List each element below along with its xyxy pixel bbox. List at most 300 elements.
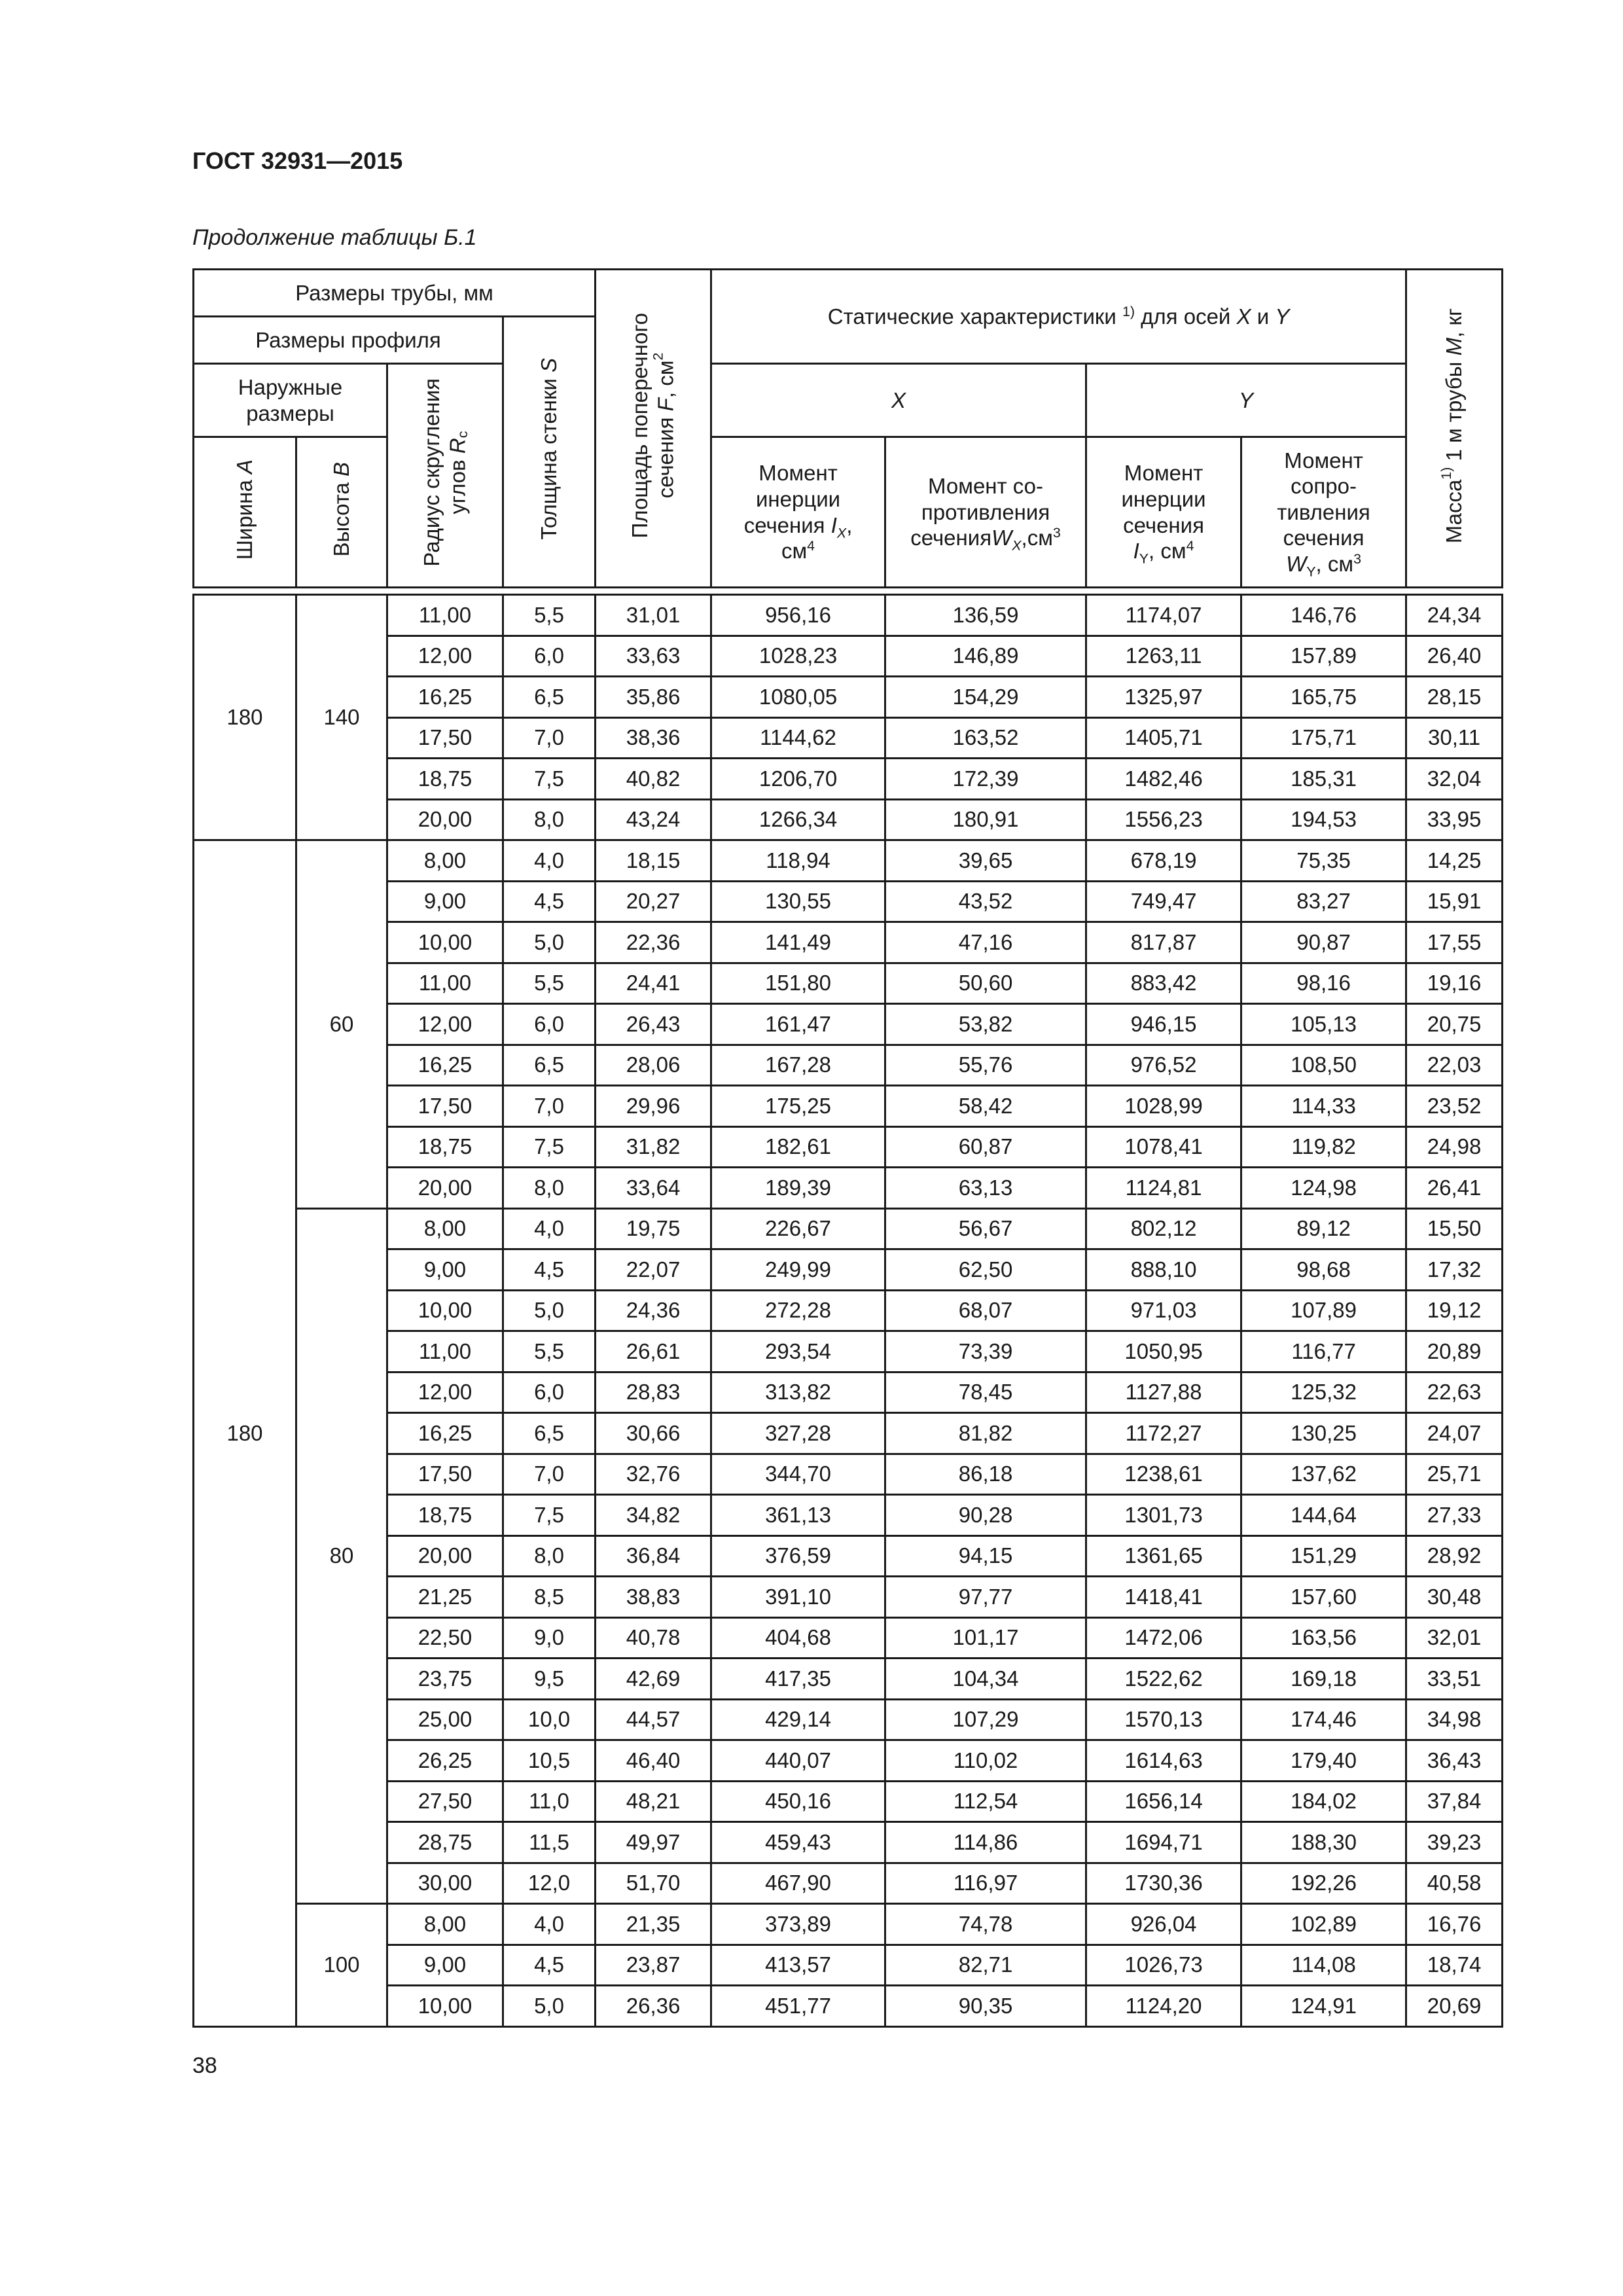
table-row bbox=[194, 1577, 1503, 1618]
cell-inertia-y: 1124,81 bbox=[1086, 1168, 1241, 1209]
header-outer-sizes: Наружные размеры bbox=[194, 364, 387, 437]
table-row bbox=[194, 1986, 1503, 2027]
cell-mass: 28,92 bbox=[1406, 1535, 1503, 1577]
cell-radius: 12,00 bbox=[387, 1004, 503, 1045]
cell-resistance-y: 130,25 bbox=[1241, 1413, 1406, 1454]
header-height: Высота B bbox=[296, 437, 387, 588]
cell-mass: 15,50 bbox=[1406, 1208, 1503, 1249]
cell-resistance-x: 58,42 bbox=[885, 1086, 1086, 1127]
cell-resistance-y: 137,62 bbox=[1241, 1454, 1406, 1495]
cell-mass: 24,34 bbox=[1406, 595, 1503, 636]
cell-area: 51,70 bbox=[596, 1863, 711, 1904]
table-row bbox=[194, 1617, 1503, 1659]
cell-wall: 8,0 bbox=[503, 1168, 596, 1209]
header-axis-x: X bbox=[711, 364, 1086, 437]
cell-mass: 33,95 bbox=[1406, 799, 1503, 840]
cell-inertia-y: 888,10 bbox=[1086, 1249, 1241, 1291]
cell-resistance-y: 157,89 bbox=[1241, 636, 1406, 677]
table-row bbox=[194, 1290, 1503, 1331]
cell-radius: 11,00 bbox=[387, 963, 503, 1004]
cell-inertia-x: 450,16 bbox=[711, 1781, 885, 1822]
cell-inertia-y: 1050,95 bbox=[1086, 1331, 1241, 1372]
cell-area: 40,78 bbox=[596, 1617, 711, 1659]
cell-resistance-y: 184,02 bbox=[1241, 1781, 1406, 1822]
cell-mass: 25,71 bbox=[1406, 1454, 1503, 1495]
header-separator bbox=[194, 588, 1503, 595]
cell-resistance-y: 179,40 bbox=[1241, 1740, 1406, 1782]
cell-area: 20,27 bbox=[596, 881, 711, 922]
cell-radius: 11,00 bbox=[387, 1331, 503, 1372]
cell-wall: 5,0 bbox=[503, 1986, 596, 2027]
cell-resistance-y: 102,89 bbox=[1241, 1904, 1406, 1945]
cell-area: 44,57 bbox=[596, 1699, 711, 1740]
cell-resistance-y: 174,46 bbox=[1241, 1699, 1406, 1740]
cell-wall: 11,0 bbox=[503, 1781, 596, 1822]
cell-radius: 30,00 bbox=[387, 1863, 503, 1904]
cell-inertia-y: 1127,88 bbox=[1086, 1372, 1241, 1413]
cell-area: 38,83 bbox=[596, 1577, 711, 1618]
table-row bbox=[194, 1740, 1503, 1782]
table-row bbox=[194, 881, 1503, 922]
table-row bbox=[194, 1659, 1503, 1700]
cell-mass: 19,16 bbox=[1406, 963, 1503, 1004]
cell-mass: 40,58 bbox=[1406, 1863, 1503, 1904]
cell-resistance-y: 165,75 bbox=[1241, 677, 1406, 718]
cell-resistance-x: 110,02 bbox=[885, 1740, 1086, 1782]
cell-radius: 20,00 bbox=[387, 799, 503, 840]
cell-inertia-x: 130,55 bbox=[711, 881, 885, 922]
cell-inertia-x: 467,90 bbox=[711, 1863, 885, 1904]
cell-resistance-x: 86,18 bbox=[885, 1454, 1086, 1495]
header-corner-radius: Радиус скругления углов $R_c$ bbox=[387, 364, 503, 588]
cell-resistance-x: 60,87 bbox=[885, 1126, 1086, 1168]
cell-radius: 8,00 bbox=[387, 1208, 503, 1249]
cell-resistance-x: 116,97 bbox=[885, 1863, 1086, 1904]
cell-resistance-x: 114,86 bbox=[885, 1822, 1086, 1863]
cell-radius: 11,00 bbox=[387, 595, 503, 636]
table-row bbox=[194, 1863, 1503, 1904]
cell-mass: 14,25 bbox=[1406, 840, 1503, 882]
cell-mass: 24,07 bbox=[1406, 1413, 1503, 1454]
cell-radius: 8,00 bbox=[387, 1904, 503, 1945]
cell-height: 100 bbox=[296, 1904, 387, 2027]
cell-mass: 20,75 bbox=[1406, 1004, 1503, 1045]
cell-mass: 23,52 bbox=[1406, 1086, 1503, 1127]
cell-resistance-y: 151,29 bbox=[1241, 1535, 1406, 1577]
cell-mass: 17,32 bbox=[1406, 1249, 1503, 1291]
cell-inertia-x: 413,57 bbox=[711, 1945, 885, 1986]
cell-radius: 18,75 bbox=[387, 759, 503, 800]
cell-resistance-x: 180,91 bbox=[885, 799, 1086, 840]
cell-radius: 16,25 bbox=[387, 677, 503, 718]
cell-resistance-y: 175,71 bbox=[1241, 717, 1406, 759]
cell-radius: 26,25 bbox=[387, 1740, 503, 1782]
cell-radius: 9,00 bbox=[387, 1945, 503, 1986]
cell-area: 33,63 bbox=[596, 636, 711, 677]
table-row bbox=[194, 1413, 1503, 1454]
cell-width: 180 bbox=[194, 595, 296, 840]
cell-mass: 37,84 bbox=[1406, 1781, 1503, 1822]
cell-resistance-y: 116,77 bbox=[1241, 1331, 1406, 1372]
cell-wall: 10,5 bbox=[503, 1740, 596, 1782]
cell-mass: 26,40 bbox=[1406, 636, 1503, 677]
cell-resistance-x: 154,29 bbox=[885, 677, 1086, 718]
cell-wall: 8,0 bbox=[503, 1535, 596, 1577]
cell-inertia-y: 1325,97 bbox=[1086, 677, 1241, 718]
cell-area: 28,06 bbox=[596, 1045, 711, 1086]
cell-wall: 9,0 bbox=[503, 1617, 596, 1659]
cell-inertia-y: 802,12 bbox=[1086, 1208, 1241, 1249]
table-row bbox=[194, 595, 1503, 636]
cell-resistance-x: 146,89 bbox=[885, 636, 1086, 677]
cell-area: 46,40 bbox=[596, 1740, 711, 1782]
table-row bbox=[194, 1945, 1503, 1986]
cell-resistance-y: 163,56 bbox=[1241, 1617, 1406, 1659]
table-row bbox=[194, 1331, 1503, 1372]
cell-wall: 7,5 bbox=[503, 759, 596, 800]
document-code: ГОСТ 32931—2015 bbox=[192, 147, 403, 174]
cell-inertia-y: 1418,41 bbox=[1086, 1577, 1241, 1618]
cell-inertia-x: 440,07 bbox=[711, 1740, 885, 1782]
cell-wall: 4,5 bbox=[503, 881, 596, 922]
table-row bbox=[194, 1454, 1503, 1495]
table-continuation-caption: Продолжение таблицы Б.1 bbox=[192, 225, 477, 250]
cell-wall: 4,0 bbox=[503, 1904, 596, 1945]
header-static-characteristics: Статические характеристики $^{1)}$ для осей X и Y bbox=[711, 270, 1406, 364]
cell-mass: 32,04 bbox=[1406, 759, 1503, 800]
cell-mass: 30,11 bbox=[1406, 717, 1503, 759]
cell-mass: 16,76 bbox=[1406, 1904, 1503, 1945]
cell-area: 42,69 bbox=[596, 1659, 711, 1700]
cell-resistance-x: 55,76 bbox=[885, 1045, 1086, 1086]
cell-resistance-x: 62,50 bbox=[885, 1249, 1086, 1291]
cell-resistance-x: 112,54 bbox=[885, 1781, 1086, 1822]
cell-radius: 12,00 bbox=[387, 636, 503, 677]
cell-resistance-y: 192,26 bbox=[1241, 1863, 1406, 1904]
cell-resistance-y: 157,60 bbox=[1241, 1577, 1406, 1618]
cell-inertia-x: 327,28 bbox=[711, 1413, 885, 1454]
cell-wall: 5,0 bbox=[503, 1290, 596, 1331]
cell-resistance-y: 194,53 bbox=[1241, 799, 1406, 840]
header-wall-thickness: Толщина стенки S bbox=[503, 317, 596, 588]
cell-area: 35,86 bbox=[596, 677, 711, 718]
cell-area: 36,84 bbox=[596, 1535, 711, 1577]
cell-radius: 22,50 bbox=[387, 1617, 503, 1659]
header-width: Ширина A bbox=[194, 437, 296, 588]
cell-radius: 9,00 bbox=[387, 1249, 503, 1291]
cell-height: 140 bbox=[296, 595, 387, 840]
table-row bbox=[194, 1495, 1503, 1536]
cell-mass: 27,33 bbox=[1406, 1495, 1503, 1536]
cell-inertia-y: 1026,73 bbox=[1086, 1945, 1241, 1986]
table-row bbox=[194, 1781, 1503, 1822]
table-row bbox=[194, 1535, 1503, 1577]
cell-resistance-y: 114,33 bbox=[1241, 1086, 1406, 1127]
cell-height: 60 bbox=[296, 840, 387, 1209]
cell-radius: 16,25 bbox=[387, 1045, 503, 1086]
cell-radius: 21,25 bbox=[387, 1577, 503, 1618]
cell-resistance-y: 75,35 bbox=[1241, 840, 1406, 882]
cell-mass: 18,74 bbox=[1406, 1945, 1503, 1986]
cell-radius: 25,00 bbox=[387, 1699, 503, 1740]
cell-resistance-x: 56,67 bbox=[885, 1208, 1086, 1249]
table-row bbox=[194, 1126, 1503, 1168]
table-row bbox=[194, 1372, 1503, 1413]
cell-inertia-x: 344,70 bbox=[711, 1454, 885, 1495]
table-row bbox=[194, 922, 1503, 963]
cell-mass: 17,55 bbox=[1406, 922, 1503, 963]
cell-inertia-y: 1556,23 bbox=[1086, 799, 1241, 840]
cell-resistance-x: 163,52 bbox=[885, 717, 1086, 759]
cell-inertia-x: 1080,05 bbox=[711, 677, 885, 718]
cell-area: 24,41 bbox=[596, 963, 711, 1004]
cell-wall: 6,0 bbox=[503, 1004, 596, 1045]
cell-area: 49,97 bbox=[596, 1822, 711, 1863]
cell-area: 26,43 bbox=[596, 1004, 711, 1045]
table-row bbox=[194, 1168, 1503, 1209]
cell-wall: 6,5 bbox=[503, 1045, 596, 1086]
cell-area: 31,01 bbox=[596, 595, 711, 636]
cell-resistance-x: 81,82 bbox=[885, 1413, 1086, 1454]
cell-wall: 6,5 bbox=[503, 1413, 596, 1454]
cell-mass: 32,01 bbox=[1406, 1617, 1503, 1659]
cell-inertia-y: 1730,36 bbox=[1086, 1863, 1241, 1904]
cell-inertia-x: 226,67 bbox=[711, 1208, 885, 1249]
cell-inertia-x: 429,14 bbox=[711, 1699, 885, 1740]
cell-wall: 8,5 bbox=[503, 1577, 596, 1618]
cell-radius: 8,00 bbox=[387, 840, 503, 882]
table-row bbox=[194, 1699, 1503, 1740]
header-axis-y: Y bbox=[1086, 364, 1406, 437]
cell-resistance-x: 136,59 bbox=[885, 595, 1086, 636]
cell-inertia-x: 151,80 bbox=[711, 963, 885, 1004]
cell-radius: 9,00 bbox=[387, 881, 503, 922]
cell-inertia-y: 1482,46 bbox=[1086, 759, 1241, 800]
cell-resistance-x: 104,34 bbox=[885, 1659, 1086, 1700]
cell-inertia-y: 1124,20 bbox=[1086, 1986, 1241, 2027]
cell-radius: 27,50 bbox=[387, 1781, 503, 1822]
header-resistance-x: Момент со- противления $сеченияW_X,см^3$ bbox=[885, 437, 1086, 588]
cell-resistance-x: 97,77 bbox=[885, 1577, 1086, 1618]
cell-inertia-x: 459,43 bbox=[711, 1822, 885, 1863]
header-pipe-sizes: Размеры трубы, мм bbox=[194, 270, 596, 317]
cell-inertia-x: 361,13 bbox=[711, 1495, 885, 1536]
cell-resistance-y: 90,87 bbox=[1241, 922, 1406, 963]
header-resistance-y: Момент сопро- тивления сечения $W_Y$, $см^3$ bbox=[1241, 437, 1406, 588]
cell-area: 34,82 bbox=[596, 1495, 711, 1536]
cell-inertia-y: 926,04 bbox=[1086, 1904, 1241, 1945]
cell-radius: 12,00 bbox=[387, 1372, 503, 1413]
table-body bbox=[194, 595, 1503, 2027]
cell-area: 38,36 bbox=[596, 717, 711, 759]
cell-resistance-x: 39,65 bbox=[885, 840, 1086, 882]
cell-resistance-y: 144,64 bbox=[1241, 1495, 1406, 1536]
cell-inertia-x: 118,94 bbox=[711, 840, 885, 882]
cell-wall: 6,5 bbox=[503, 677, 596, 718]
cell-mass: 36,43 bbox=[1406, 1740, 1503, 1782]
cell-inertia-y: 678,19 bbox=[1086, 840, 1241, 882]
cell-radius: 18,75 bbox=[387, 1495, 503, 1536]
cell-area: 18,15 bbox=[596, 840, 711, 882]
cell-resistance-y: 105,13 bbox=[1241, 1004, 1406, 1045]
cell-area: 29,96 bbox=[596, 1086, 711, 1127]
cell-resistance-y: 98,16 bbox=[1241, 963, 1406, 1004]
cell-radius: 18,75 bbox=[387, 1126, 503, 1168]
cell-wall: 7,0 bbox=[503, 1086, 596, 1127]
cell-resistance-x: 43,52 bbox=[885, 881, 1086, 922]
cell-inertia-y: 1405,71 bbox=[1086, 717, 1241, 759]
cell-wall: 7,0 bbox=[503, 1454, 596, 1495]
cell-inertia-y: 1522,62 bbox=[1086, 1659, 1241, 1700]
cell-wall: 5,5 bbox=[503, 595, 596, 636]
cell-wall: 4,5 bbox=[503, 1945, 596, 1986]
cell-resistance-y: 98,68 bbox=[1241, 1249, 1406, 1291]
cell-inertia-y: 1172,27 bbox=[1086, 1413, 1241, 1454]
cell-area: 23,87 bbox=[596, 1945, 711, 1986]
cell-inertia-y: 1263,11 bbox=[1086, 636, 1241, 677]
table-row bbox=[194, 1904, 1503, 1945]
cell-area: 40,82 bbox=[596, 759, 711, 800]
cell-inertia-y: 749,47 bbox=[1086, 881, 1241, 922]
cell-inertia-y: 1174,07 bbox=[1086, 595, 1241, 636]
cell-width: 180 bbox=[194, 840, 296, 2027]
cell-mass: 30,48 bbox=[1406, 1577, 1503, 1618]
cell-resistance-y: 185,31 bbox=[1241, 759, 1406, 800]
cell-inertia-x: 391,10 bbox=[711, 1577, 885, 1618]
cell-resistance-y: 107,89 bbox=[1241, 1290, 1406, 1331]
cell-wall: 7,5 bbox=[503, 1495, 596, 1536]
cell-wall: 5,0 bbox=[503, 922, 596, 963]
cell-resistance-y: 89,12 bbox=[1241, 1208, 1406, 1249]
cell-inertia-x: 956,16 bbox=[711, 595, 885, 636]
cell-area: 22,36 bbox=[596, 922, 711, 963]
cell-resistance-x: 78,45 bbox=[885, 1372, 1086, 1413]
cell-inertia-y: 1656,14 bbox=[1086, 1781, 1241, 1822]
table-row bbox=[194, 963, 1503, 1004]
cell-resistance-x: 107,29 bbox=[885, 1699, 1086, 1740]
header-inertia-x: Момент инерции сечения $I_X$, $см^4$ bbox=[711, 437, 885, 588]
cell-resistance-x: 47,16 bbox=[885, 922, 1086, 963]
cell-radius: 20,00 bbox=[387, 1168, 503, 1209]
cell-resistance-x: 101,17 bbox=[885, 1617, 1086, 1659]
cell-inertia-x: 376,59 bbox=[711, 1535, 885, 1577]
cell-inertia-y: 946,15 bbox=[1086, 1004, 1241, 1045]
cell-area: 48,21 bbox=[596, 1781, 711, 1822]
cell-inertia-y: 883,42 bbox=[1086, 963, 1241, 1004]
cell-inertia-x: 141,49 bbox=[711, 922, 885, 963]
cell-inertia-y: 971,03 bbox=[1086, 1290, 1241, 1331]
cell-inertia-y: 1078,41 bbox=[1086, 1126, 1241, 1168]
page-number: 38 bbox=[192, 2053, 217, 2078]
table-row bbox=[194, 1822, 1503, 1863]
cell-radius: 17,50 bbox=[387, 1454, 503, 1495]
cell-mass: 22,03 bbox=[1406, 1045, 1503, 1086]
cell-wall: 4,0 bbox=[503, 840, 596, 882]
table-row bbox=[194, 1004, 1503, 1045]
cell-inertia-y: 1614,63 bbox=[1086, 1740, 1241, 1782]
cell-inertia-y: 1361,65 bbox=[1086, 1535, 1241, 1577]
cell-area: 19,75 bbox=[596, 1208, 711, 1249]
table-row bbox=[194, 636, 1503, 677]
cell-area: 22,07 bbox=[596, 1249, 711, 1291]
cell-wall: 7,0 bbox=[503, 717, 596, 759]
cell-resistance-x: 74,78 bbox=[885, 1904, 1086, 1945]
cell-radius: 16,25 bbox=[387, 1413, 503, 1454]
cell-area: 26,36 bbox=[596, 1986, 711, 2027]
cell-inertia-x: 167,28 bbox=[711, 1045, 885, 1086]
cell-inertia-x: 404,68 bbox=[711, 1617, 885, 1659]
cell-radius: 20,00 bbox=[387, 1535, 503, 1577]
cell-resistance-y: 188,30 bbox=[1241, 1822, 1406, 1863]
cell-resistance-x: 63,13 bbox=[885, 1168, 1086, 1209]
header-profile-sizes: Размеры профиля bbox=[194, 317, 503, 364]
cell-resistance-y: 108,50 bbox=[1241, 1045, 1406, 1086]
cell-resistance-x: 90,28 bbox=[885, 1495, 1086, 1536]
cell-mass: 24,98 bbox=[1406, 1126, 1503, 1168]
header-area: Площадь поперечного сечения F, $см^2$ bbox=[596, 270, 711, 588]
cell-mass: 28,15 bbox=[1406, 677, 1503, 718]
header-mass: Масса$^{1)}$ 1 м трубы M, кг bbox=[1406, 270, 1503, 588]
cell-radius: 17,50 bbox=[387, 1086, 503, 1127]
cell-inertia-x: 1144,62 bbox=[711, 717, 885, 759]
cell-resistance-y: 125,32 bbox=[1241, 1372, 1406, 1413]
cell-inertia-y: 976,52 bbox=[1086, 1045, 1241, 1086]
table-row bbox=[194, 840, 1503, 882]
table-row bbox=[194, 1249, 1503, 1291]
cell-mass: 33,51 bbox=[1406, 1659, 1503, 1700]
cell-resistance-y: 114,08 bbox=[1241, 1945, 1406, 1986]
cell-wall: 4,0 bbox=[503, 1208, 596, 1249]
cell-area: 43,24 bbox=[596, 799, 711, 840]
cell-area: 31,82 bbox=[596, 1126, 711, 1168]
cell-radius: 10,00 bbox=[387, 1986, 503, 2027]
cell-resistance-x: 82,71 bbox=[885, 1945, 1086, 1986]
cell-resistance-x: 90,35 bbox=[885, 1986, 1086, 2027]
cell-inertia-x: 249,99 bbox=[711, 1249, 885, 1291]
cell-radius: 10,00 bbox=[387, 922, 503, 963]
table-row bbox=[194, 759, 1503, 800]
cell-area: 21,35 bbox=[596, 1904, 711, 1945]
cell-inertia-x: 161,47 bbox=[711, 1004, 885, 1045]
cell-inertia-x: 189,39 bbox=[711, 1168, 885, 1209]
cell-resistance-x: 172,39 bbox=[885, 759, 1086, 800]
cell-mass: 22,63 bbox=[1406, 1372, 1503, 1413]
cell-inertia-x: 1266,34 bbox=[711, 799, 885, 840]
cell-radius: 17,50 bbox=[387, 717, 503, 759]
cell-resistance-y: 83,27 bbox=[1241, 881, 1406, 922]
cell-mass: 19,12 bbox=[1406, 1290, 1503, 1331]
cell-resistance-y: 169,18 bbox=[1241, 1659, 1406, 1700]
cell-radius: 10,00 bbox=[387, 1290, 503, 1331]
cell-inertia-y: 1028,99 bbox=[1086, 1086, 1241, 1127]
cell-mass: 20,89 bbox=[1406, 1331, 1503, 1372]
cell-inertia-y: 1570,13 bbox=[1086, 1699, 1241, 1740]
cell-inertia-x: 1028,23 bbox=[711, 636, 885, 677]
cell-resistance-x: 68,07 bbox=[885, 1290, 1086, 1331]
cell-inertia-x: 451,77 bbox=[711, 1986, 885, 2027]
cell-inertia-x: 373,89 bbox=[711, 1904, 885, 1945]
cell-area: 26,61 bbox=[596, 1331, 711, 1372]
table-row bbox=[194, 1086, 1503, 1127]
cell-resistance-x: 53,82 bbox=[885, 1004, 1086, 1045]
cell-wall: 10,0 bbox=[503, 1699, 596, 1740]
cell-resistance-y: 119,82 bbox=[1241, 1126, 1406, 1168]
table-row bbox=[194, 1045, 1503, 1086]
cell-mass: 39,23 bbox=[1406, 1822, 1503, 1863]
pipe-properties-table bbox=[192, 268, 1503, 2028]
cell-inertia-x: 313,82 bbox=[711, 1372, 885, 1413]
cell-height: 80 bbox=[296, 1208, 387, 1904]
